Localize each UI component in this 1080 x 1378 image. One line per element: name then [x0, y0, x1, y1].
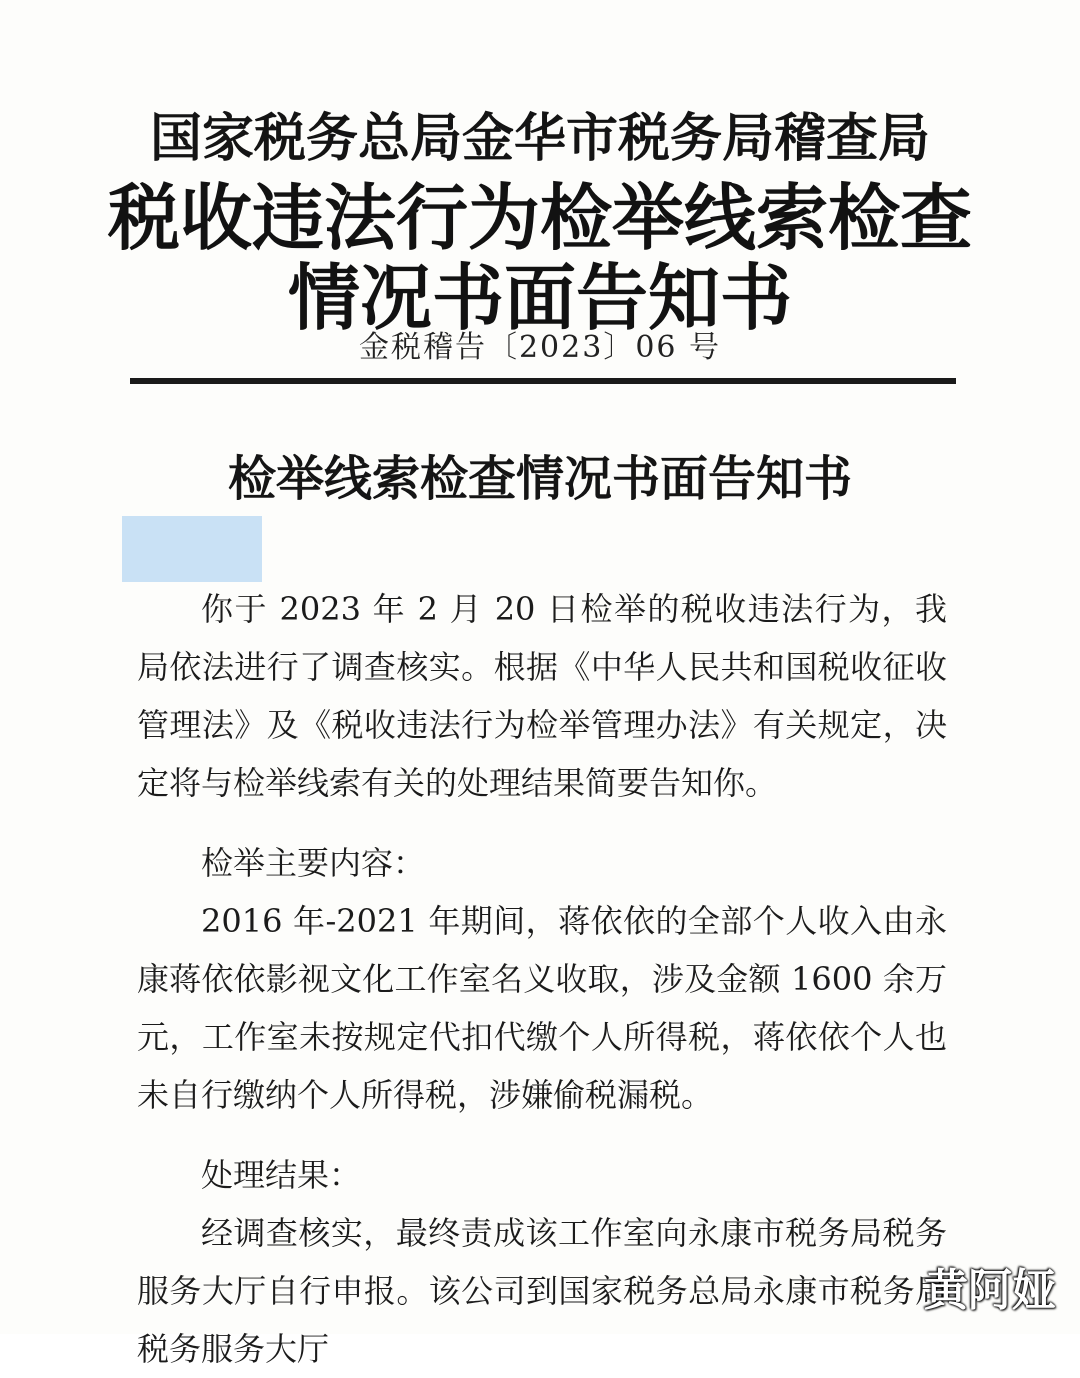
header-divider	[130, 378, 956, 384]
paragraph-intro: 你于 2023 年 2 月 20 日检举的税收违法行为，我局依法进行了调查核实。根据《中华人民共和国税收征收管理法》及《税收违法行为检举管理办法》有关规定，决定将与检举线索有关的处理结果简要告知你。	[137, 590, 947, 802]
paragraph-result: 经调查核实，最终责成该工作室向永康市税务局税务服务大厅自行申报。该公司到国家税务总局永康市税务局税务服务大厅	[137, 1214, 947, 1368]
notice-body	[137, 580, 947, 1378]
issuing-authority: 国家税务总局金华市税务局稽查局	[149, 109, 930, 169]
author-watermark: 黄阿娅	[924, 1265, 1056, 1316]
document-title-line2: 情况书面告知书	[287, 256, 792, 340]
section-heading-report-content: 检举主要内容：	[201, 844, 426, 882]
paragraph-report-content: 2016 年-2021 年期间，蒋依依的全部个人收入由永康蒋依依影视文化工作室名义收取，涉及金额 1600 余万元，工作室未按规定代扣代缴个人所得税，蒋依依个人也未自行缴纳个人所得税，涉嫌偷税漏税。	[137, 902, 947, 1114]
document-number: 金税稽告〔2023〕06 号	[358, 330, 722, 365]
section-heading-result: 处理结果：	[201, 1156, 362, 1194]
document-title-line1: 税收违法行为检举线索检查	[107, 176, 972, 260]
notice-subtitle: 检举线索检查情况书面告知书	[227, 451, 852, 507]
redacted-recipient-block	[122, 516, 262, 582]
